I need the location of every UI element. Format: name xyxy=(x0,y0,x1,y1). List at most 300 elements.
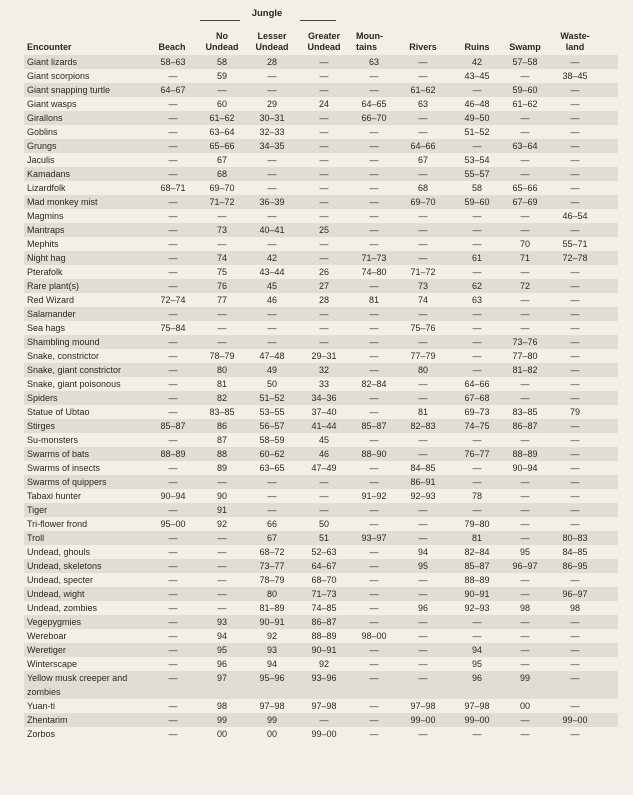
mountains-cell: — xyxy=(369,364,379,375)
mountains-cell: 64–65 xyxy=(361,98,387,109)
wasteland-cell: — xyxy=(570,196,580,207)
lesser-undead-cell: — xyxy=(267,154,277,165)
swamp-cell: — xyxy=(520,210,530,221)
rivers-cell: — xyxy=(418,70,428,81)
swamp-cell: 83–85 xyxy=(512,406,538,417)
beach-cell: 88–89 xyxy=(160,448,186,459)
swamp-cell: — xyxy=(520,504,530,515)
greater-undead-cell: 68–70 xyxy=(311,574,337,585)
encounter-cell: Red Wizard xyxy=(27,294,75,305)
swamp-cell: 88–89 xyxy=(512,448,538,459)
mountains-cell: — xyxy=(369,616,379,627)
encounter-cell: Sea hags xyxy=(27,322,66,333)
rivers-cell: 61–62 xyxy=(410,84,436,95)
swamp-cell: 57–58 xyxy=(512,56,538,67)
rivers-cell: 94 xyxy=(417,546,428,557)
encounter-cell: Rare plant(s) xyxy=(27,280,80,291)
rivers-cell: — xyxy=(418,168,428,179)
lesser-undead-cell: 90–91 xyxy=(259,616,285,627)
swamp-cell: — xyxy=(520,322,530,333)
ruins-cell: — xyxy=(472,84,482,95)
encounter-cell: Undead, zombies xyxy=(27,602,98,613)
swamp-cell: — xyxy=(520,294,530,305)
no-undead-cell: — xyxy=(217,574,227,585)
mountains-cell: — xyxy=(369,350,379,361)
greater-undead-cell: — xyxy=(319,238,329,249)
lesser-undead-cell: 66 xyxy=(266,518,277,529)
ruins-cell: 63 xyxy=(471,294,482,305)
beach-cell: — xyxy=(168,476,178,487)
no-undead-cell: 83–85 xyxy=(209,406,235,417)
mountains-cell: — xyxy=(369,196,379,207)
table-row xyxy=(24,405,618,419)
ruins-cell: 76–77 xyxy=(464,448,490,459)
no-undead-cell: 81 xyxy=(216,378,227,389)
greater-undead-cell: 24 xyxy=(318,98,329,109)
ruins-cell: 90–91 xyxy=(464,588,490,599)
greater-undead-cell: 47–49 xyxy=(311,462,337,473)
lesser-undead-cell: — xyxy=(267,504,277,515)
rivers-cell: — xyxy=(418,658,428,669)
beach-cell: — xyxy=(168,224,178,235)
ruins-cell: — xyxy=(472,322,482,333)
encounter-cell: Tabaxi hunter xyxy=(27,490,82,501)
beach-cell: 72–74 xyxy=(160,294,186,305)
greater-undead-cell: — xyxy=(319,308,329,319)
rivers-cell: — xyxy=(418,210,428,221)
table-row xyxy=(24,125,618,139)
encounter-cell: Snake, giant poisonous xyxy=(27,378,121,389)
no-undead-cell: — xyxy=(217,336,227,347)
swamp-cell: — xyxy=(520,126,530,137)
encounter-cell: Zorbos xyxy=(27,728,56,739)
encounter-cell: Girallons xyxy=(27,112,63,123)
encounter-cell: Pterafolk xyxy=(27,266,63,277)
lesser-undead-cell: — xyxy=(267,490,277,501)
rivers-cell: 86–91 xyxy=(410,476,436,487)
beach-cell: 75–84 xyxy=(160,322,186,333)
ruins-cell: 85–87 xyxy=(464,560,490,571)
jungle-group-label: Jungle xyxy=(251,8,283,19)
rivers-cell: — xyxy=(418,56,428,67)
no-undead-cell: 94 xyxy=(216,630,227,641)
swamp-cell: 00 xyxy=(519,700,530,711)
beach-cell: — xyxy=(168,700,178,711)
wasteland-cell: — xyxy=(570,574,580,585)
mountains-cell: — xyxy=(369,224,379,235)
ruins-cell: — xyxy=(472,364,482,375)
greater-undead-cell: 74–85 xyxy=(311,602,337,613)
greater-undead-cell: — xyxy=(319,504,329,515)
swamp-cell: 70 xyxy=(519,238,530,249)
greater-undead-cell: — xyxy=(319,168,329,179)
greater-undead-cell: 93–96 xyxy=(311,672,337,683)
greater-undead-cell: 33 xyxy=(318,378,329,389)
ruins-cell: 59–60 xyxy=(464,196,490,207)
swamp-cell: 77–80 xyxy=(512,350,538,361)
header-greater-undead-line2: Undead xyxy=(307,42,341,52)
encounter-cell: Lizardfolk xyxy=(27,182,66,193)
header-swamp: Swamp xyxy=(509,42,541,52)
ruins-cell: — xyxy=(472,210,482,221)
lesser-undead-cell: 00 xyxy=(266,728,277,739)
lesser-undead-cell: 78–79 xyxy=(259,574,285,585)
swamp-cell: 99 xyxy=(519,672,530,683)
table-row xyxy=(24,335,618,349)
swamp-cell: — xyxy=(520,490,530,501)
swamp-cell: 59–60 xyxy=(512,84,538,95)
no-undead-cell: — xyxy=(217,210,227,221)
ruins-cell: — xyxy=(472,630,482,641)
greater-undead-cell: 27 xyxy=(318,280,329,291)
table-row xyxy=(24,349,618,363)
swamp-cell: — xyxy=(520,644,530,655)
swamp-cell: — xyxy=(520,630,530,641)
rivers-cell: 63 xyxy=(417,98,428,109)
no-undead-cell: 00 xyxy=(216,728,227,739)
no-undead-cell: 67 xyxy=(216,154,227,165)
beach-cell: — xyxy=(168,434,178,445)
lesser-undead-cell: 42 xyxy=(266,252,277,263)
ruins-cell: — xyxy=(472,616,482,627)
greater-undead-cell: 71–73 xyxy=(311,588,337,599)
ruins-cell: — xyxy=(472,462,482,473)
header-mountains-line1: Moun- xyxy=(356,31,383,41)
ruins-cell: 61 xyxy=(471,252,482,263)
table-row xyxy=(24,671,618,699)
wasteland-cell: — xyxy=(570,420,580,431)
lesser-undead-cell: — xyxy=(267,336,277,347)
greater-undead-cell: — xyxy=(319,112,329,123)
greater-undead-cell: 97–98 xyxy=(311,700,337,711)
encounter-cell: Swarms of quippers xyxy=(27,476,107,487)
lesser-undead-cell: — xyxy=(267,168,277,179)
greater-undead-cell: 26 xyxy=(318,266,329,277)
table-row xyxy=(24,713,618,727)
swamp-cell: 65–66 xyxy=(512,182,538,193)
rivers-cell: — xyxy=(418,672,428,683)
lesser-undead-cell: 30–31 xyxy=(259,112,285,123)
beach-cell: 95–00 xyxy=(160,518,186,529)
rivers-cell: 95 xyxy=(417,560,428,571)
mountains-cell: — xyxy=(369,210,379,221)
ruins-cell: — xyxy=(472,728,482,739)
wasteland-cell: — xyxy=(570,140,580,151)
beach-cell: — xyxy=(168,168,178,179)
greater-undead-cell: — xyxy=(319,252,329,263)
wasteland-cell: — xyxy=(570,154,580,165)
encounter-cell: Statue of Ubtao xyxy=(27,406,90,417)
wasteland-cell: 98 xyxy=(569,602,580,613)
wasteland-cell: — xyxy=(570,616,580,627)
no-undead-cell: — xyxy=(217,602,227,613)
rivers-cell: — xyxy=(418,532,428,543)
ruins-cell: 88–89 xyxy=(464,574,490,585)
swamp-cell: — xyxy=(520,476,530,487)
mountains-cell: — xyxy=(369,280,379,291)
encounter-cell: Undead, wight xyxy=(27,588,85,599)
lesser-undead-cell: 45 xyxy=(266,280,277,291)
table-row xyxy=(24,209,618,223)
ruins-cell: 92–93 xyxy=(464,602,490,613)
no-undead-cell: 76 xyxy=(216,280,227,291)
encounter-cell: Winterscape xyxy=(27,658,78,669)
encounter-cell: Spiders xyxy=(27,392,58,403)
no-undead-cell: 97 xyxy=(216,672,227,683)
greater-undead-cell: 32 xyxy=(318,364,329,375)
greater-undead-cell: — xyxy=(319,84,329,95)
rivers-cell: 64–66 xyxy=(410,140,436,151)
mountains-cell: — xyxy=(369,546,379,557)
swamp-cell: 98 xyxy=(519,602,530,613)
mountains-cell: 98–00 xyxy=(361,630,387,641)
mountains-cell: — xyxy=(369,644,379,655)
mountains-cell: — xyxy=(369,714,379,725)
mountains-cell: — xyxy=(369,322,379,333)
swamp-cell: 72 xyxy=(519,280,530,291)
header-encounter: Encounter xyxy=(27,42,72,52)
wasteland-cell: — xyxy=(570,630,580,641)
no-undead-cell: 78–79 xyxy=(209,350,235,361)
table-row xyxy=(24,307,618,321)
rivers-cell: — xyxy=(418,336,428,347)
encounter-cell: Mephits xyxy=(27,238,59,249)
ruins-cell: 43–45 xyxy=(464,70,490,81)
table-row xyxy=(24,195,618,209)
beach-cell: — xyxy=(168,126,178,137)
table-row xyxy=(24,111,618,125)
greater-undead-cell: — xyxy=(319,70,329,81)
swamp-cell: — xyxy=(520,168,530,179)
no-undead-cell: 98 xyxy=(216,700,227,711)
beach-cell: — xyxy=(168,308,178,319)
mountains-cell: — xyxy=(369,182,379,193)
mountains-cell: — xyxy=(369,560,379,571)
rivers-cell: 84–85 xyxy=(410,462,436,473)
swamp-cell: 63–64 xyxy=(512,140,538,151)
wasteland-cell: — xyxy=(570,448,580,459)
encounter-cell: Giant lizards xyxy=(27,56,78,67)
lesser-undead-cell: 49 xyxy=(266,364,277,375)
beach-cell: — xyxy=(168,70,178,81)
encounter-cell: Mantraps xyxy=(27,224,65,235)
lesser-undead-cell: 80 xyxy=(266,588,277,599)
ruins-cell: 58 xyxy=(471,182,482,193)
no-undead-cell: 99 xyxy=(216,714,227,725)
lesser-undead-cell: 73–77 xyxy=(259,560,285,571)
lesser-undead-cell: 40–41 xyxy=(259,224,285,235)
beach-cell: — xyxy=(168,350,178,361)
rivers-cell: — xyxy=(418,728,428,739)
ruins-cell: 62 xyxy=(471,280,482,291)
no-undead-cell: 68 xyxy=(216,168,227,179)
wasteland-cell: — xyxy=(570,84,580,95)
greater-undead-cell: 92 xyxy=(318,658,329,669)
mountains-cell: — xyxy=(369,168,379,179)
beach-cell: — xyxy=(168,462,178,473)
mountains-cell: 91–92 xyxy=(361,490,387,501)
mountains-cell: — xyxy=(369,602,379,613)
encounter-cell: Wereboar xyxy=(27,630,67,641)
rivers-cell: 82–83 xyxy=(410,420,436,431)
beach-cell: — xyxy=(168,658,178,669)
table-row xyxy=(24,615,618,629)
no-undead-cell: 95 xyxy=(216,644,227,655)
wasteland-cell: — xyxy=(570,126,580,137)
wasteland-cell: — xyxy=(570,658,580,669)
mountains-cell: 81 xyxy=(368,294,379,305)
ruins-cell: 74–75 xyxy=(464,420,490,431)
swamp-cell: 95 xyxy=(519,546,530,557)
encounter-cell: Salamander xyxy=(27,308,76,319)
rivers-cell: — xyxy=(418,588,428,599)
no-undead-cell: 74 xyxy=(216,252,227,263)
header-rivers: Rivers xyxy=(409,42,437,52)
encounter-cell: Night hag xyxy=(27,252,66,263)
greater-undead-cell: 28 xyxy=(318,294,329,305)
greater-undead-cell: 88–89 xyxy=(311,630,337,641)
greater-undead-cell: 41–44 xyxy=(311,420,337,431)
table-row xyxy=(24,433,618,447)
beach-cell: — xyxy=(168,532,178,543)
mountains-cell: — xyxy=(369,476,379,487)
encounter-cell: Undead, ghouls xyxy=(27,546,91,557)
encounter-cell: Undead, specter xyxy=(27,574,94,585)
mountains-cell: 82–84 xyxy=(361,378,387,389)
greater-undead-cell: 29–31 xyxy=(311,350,337,361)
no-undead-cell: 88 xyxy=(216,448,227,459)
swamp-cell: 96–97 xyxy=(512,560,538,571)
wasteland-cell: — xyxy=(570,56,580,67)
lesser-undead-cell: 93 xyxy=(266,644,277,655)
mountains-cell: — xyxy=(369,406,379,417)
swamp-cell: 90–94 xyxy=(512,462,538,473)
greater-undead-cell: 37–40 xyxy=(311,406,337,417)
rivers-cell: 69–70 xyxy=(410,196,436,207)
swamp-cell: — xyxy=(520,112,530,123)
table-row xyxy=(24,391,618,405)
beach-cell: — xyxy=(168,252,178,263)
lesser-undead-cell: 63–65 xyxy=(259,462,285,473)
wasteland-cell: 80–83 xyxy=(562,532,588,543)
beach-cell: 64–67 xyxy=(160,84,186,95)
lesser-undead-cell: — xyxy=(267,238,277,249)
swamp-cell: — xyxy=(520,378,530,389)
greater-undead-cell: — xyxy=(319,210,329,221)
beach-cell: — xyxy=(168,112,178,123)
mountains-cell: — xyxy=(369,84,379,95)
ruins-cell: — xyxy=(472,350,482,361)
table-row xyxy=(24,699,618,713)
lesser-undead-cell: — xyxy=(267,210,277,221)
table-row xyxy=(24,475,618,489)
table-row xyxy=(24,643,618,657)
greater-undead-cell: 64–67 xyxy=(311,560,337,571)
encounter-cell: Giant scorpions xyxy=(27,70,90,81)
ruins-cell: — xyxy=(472,504,482,515)
header-ruins: Ruins xyxy=(464,42,490,52)
beach-cell: — xyxy=(168,392,178,403)
greater-undead-cell: — xyxy=(319,126,329,137)
greater-undead-cell: 45 xyxy=(318,434,329,445)
beach-cell: — xyxy=(168,728,178,739)
encounter-cell: Su-monsters xyxy=(27,434,79,445)
table-row xyxy=(24,153,618,167)
table-row xyxy=(24,167,618,181)
greater-undead-cell: — xyxy=(319,476,329,487)
rivers-cell: — xyxy=(418,378,428,389)
mountains-cell: — xyxy=(369,462,379,473)
beach-cell: — xyxy=(168,154,178,165)
header-wasteland-line2: land xyxy=(565,42,585,52)
mountains-cell: — xyxy=(369,140,379,151)
rivers-cell: — xyxy=(418,126,428,137)
table-row xyxy=(24,55,618,69)
encounter-cell: Stirges xyxy=(27,420,56,431)
beach-cell: — xyxy=(168,546,178,557)
lesser-undead-cell: 50 xyxy=(266,378,277,389)
mountains-cell: — xyxy=(369,434,379,445)
ruins-cell: — xyxy=(472,308,482,319)
swamp-cell: — xyxy=(520,616,530,627)
swamp-cell: 61–62 xyxy=(512,98,538,109)
rivers-cell: 97–98 xyxy=(410,700,436,711)
encounter-cell: Mad monkey mist xyxy=(27,196,98,207)
mountains-cell: — xyxy=(369,308,379,319)
encounter-cell: Vegepygmies xyxy=(27,616,82,627)
table-row xyxy=(24,293,618,307)
no-undead-cell: — xyxy=(217,588,227,599)
wasteland-cell: 96–97 xyxy=(562,588,588,599)
table-row xyxy=(24,377,618,391)
ruins-cell: 94 xyxy=(471,644,482,655)
encounter-cell: Jaculis xyxy=(27,154,55,165)
ruins-cell: — xyxy=(472,238,482,249)
ruins-cell: 82–84 xyxy=(464,546,490,557)
no-undead-cell: 60 xyxy=(216,98,227,109)
no-undead-cell: 89 xyxy=(216,462,227,473)
no-undead-cell: — xyxy=(217,308,227,319)
table-row xyxy=(24,83,618,97)
no-undead-cell: — xyxy=(217,560,227,571)
lesser-undead-cell: 97–98 xyxy=(259,700,285,711)
mountains-cell: — xyxy=(369,588,379,599)
header-wasteland-line1: Waste- xyxy=(560,31,590,41)
lesser-undead-cell: 58–59 xyxy=(259,434,285,445)
no-undead-cell: 73 xyxy=(216,224,227,235)
greater-undead-cell: 99–00 xyxy=(311,728,337,739)
rivers-cell: 92–93 xyxy=(410,490,436,501)
greater-undead-cell: — xyxy=(319,140,329,151)
jungle-right-rule xyxy=(300,20,336,21)
wasteland-cell: — xyxy=(570,434,580,445)
table-row xyxy=(24,573,618,587)
ruins-cell: 51–52 xyxy=(464,126,490,137)
wasteland-cell: 72–78 xyxy=(562,252,588,263)
wasteland-cell: — xyxy=(570,336,580,347)
no-undead-cell: — xyxy=(217,546,227,557)
header-no-undead-line2: Undead xyxy=(205,42,239,52)
greater-undead-cell: 25 xyxy=(318,224,329,235)
lesser-undead-cell: — xyxy=(267,476,277,487)
mountains-cell: 88–90 xyxy=(361,448,387,459)
table-row xyxy=(24,601,618,615)
beach-cell: — xyxy=(168,378,178,389)
wasteland-cell: — xyxy=(570,294,580,305)
beach-cell: — xyxy=(168,672,178,683)
beach-cell: — xyxy=(168,714,178,725)
greater-undead-cell: — xyxy=(319,182,329,193)
